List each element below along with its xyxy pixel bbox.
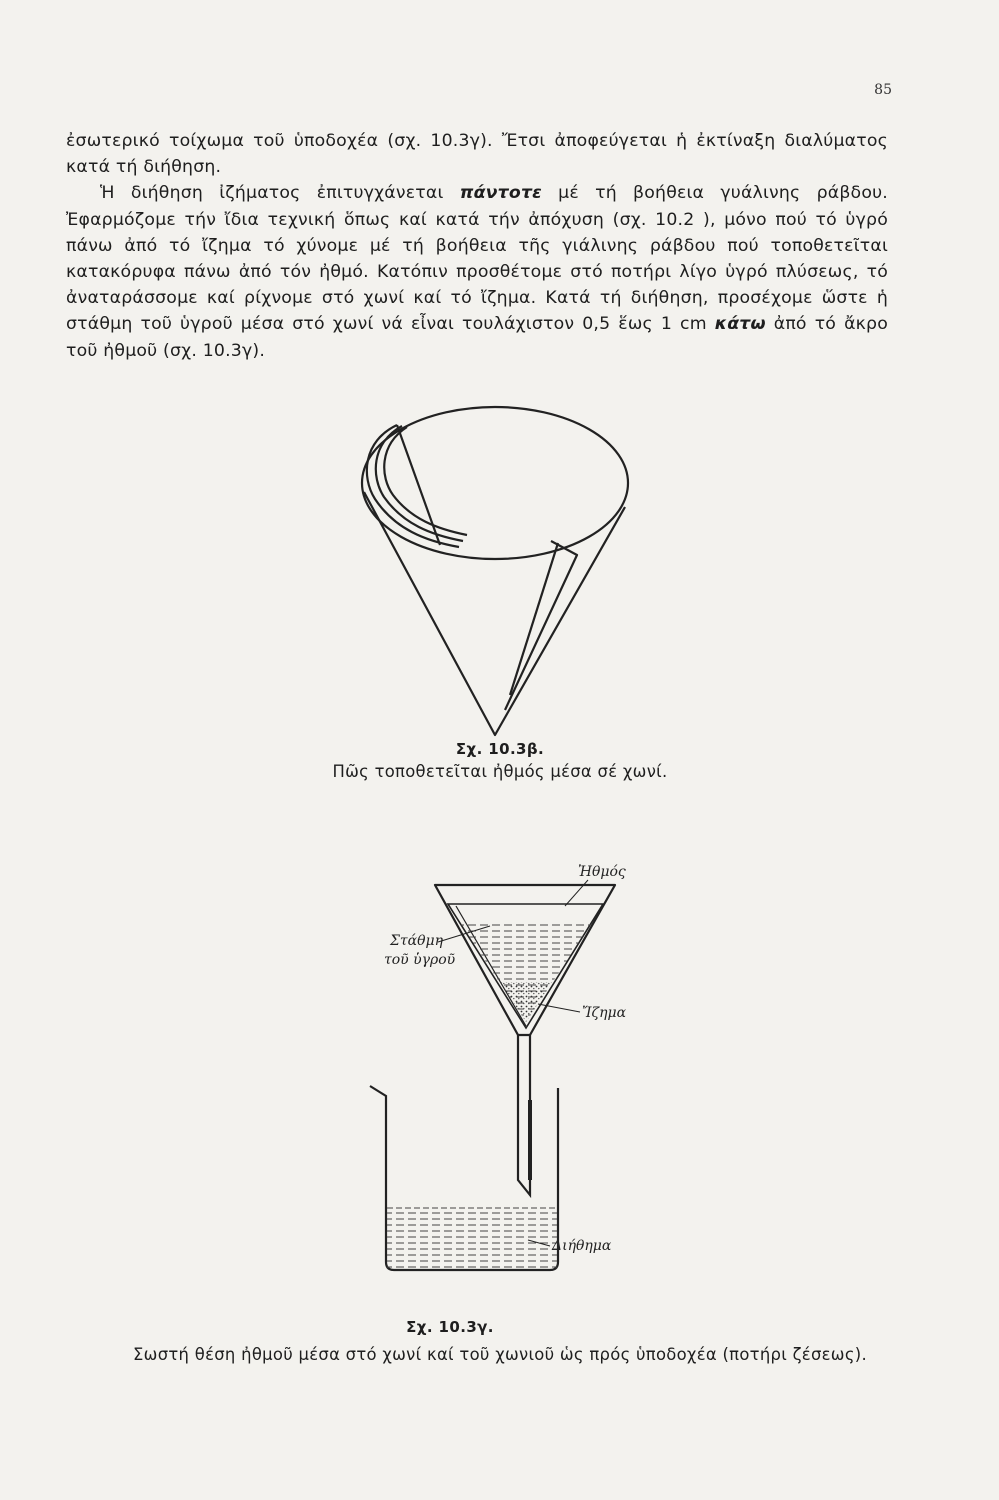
paragraph-2 <box>66 180 888 363</box>
paragraph-1: ἐσωτερικό τοίχωμα τοῦ ὑποδοχέα (σχ. 10.3γ). Ἔτσι ἀποφεύγεται ἡ ἐκτίναξη διαλύματος κατά τή διήθηση. <box>66 131 888 178</box>
label-filtrate: Διήθημα <box>552 1238 612 1254</box>
label-precipitate: Ἴζημα <box>582 1005 627 1021</box>
paragraph-2-end: ἀπό τό ἄκρο τοῦ ἠθμοῦ (σχ. 10.3γ). <box>66 314 888 361</box>
emphasis-always: πάντοτε <box>459 183 542 204</box>
filtrate-liquid <box>387 1208 557 1269</box>
filter-cone-inner-side <box>510 543 558 695</box>
label-level-1: Στάθμη <box>390 933 444 949</box>
filter-cone-side <box>505 541 577 710</box>
label-filter: Ἠθμός <box>578 864 626 880</box>
emphasis-below: κάτω <box>714 314 766 335</box>
cone-outer-body <box>364 492 625 735</box>
figure-b-number: Σχ. 10.3β. <box>455 740 545 758</box>
label-level-2: τοῦ ὑγροῦ <box>384 952 456 968</box>
figure-funnel-beaker <box>360 850 680 1300</box>
body-text <box>66 128 888 364</box>
figure-b-caption: Πῶς τοποθετεῖται ἠθμός μέσα σέ χωνί. <box>332 762 668 781</box>
filter-fold-inner <box>384 427 467 535</box>
page-number: 85 <box>874 82 892 98</box>
figure-c-number: Σχ. 10.3γ. <box>406 1318 494 1336</box>
paragraph-2-start: Ἡ διήθηση ἰζήματος ἐπιτυγχάνεται <box>100 183 460 204</box>
filter-fold-middle <box>376 426 463 541</box>
paragraph-2-middle: μέ τή βοήθεια γυάλινης ράβδου. Ἐφαρμόζομε τήν ἴδια τεχνική ὅπως καί κατά τήν ἀπόχυση (σχ. 10.2 ), μόνο πού τό ὑγρό πάνω ἀπό τό ἴζημα τό χύνομε μέ τή βοήθεια τῆς γιάλινης ράβδου πού τοποθετεῖται κατακόρυφα πάνω ἀπό τόν ἠθμό. Κατόπιν προσθέτομε στό ποτήρι λίγο ὑγρό πλύσεως, τό ἀναταράσσομε καί ρίχνομε στό χωνί καί τό ἴζημα. Κατά τή διήθηση, προσέχομε ὥστε ἡ στάθμη τοῦ ὑγροῦ μέσα στό χωνί νά εἶναι τουλάχιστον 0,5 ἕως 1 cm <box>66 183 888 335</box>
figure-filter-cone <box>355 395 645 755</box>
figure-c-caption: Σωστή θέση ἠθμοῦ μέσα στό χωνί καί τοῦ χωνιοῦ ὡς πρός ὑποδοχέα (ποτήρι ζέσεως). <box>133 1345 867 1364</box>
